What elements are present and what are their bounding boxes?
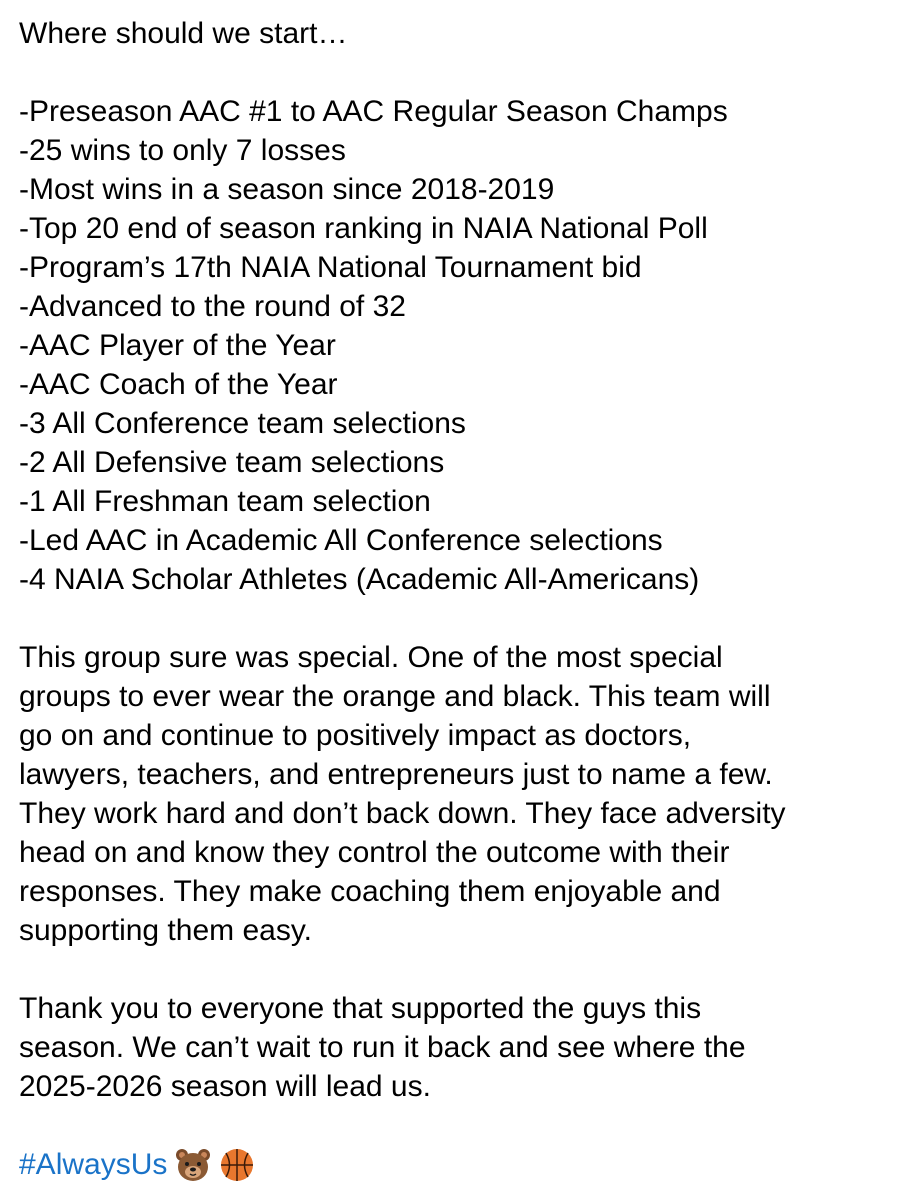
paragraph-line: go on and continue to positively impact as doctors,: [19, 719, 692, 752]
list-item: -AAC Coach of the Year: [19, 368, 338, 401]
bear-face-icon: [175, 1147, 211, 1183]
spacer: [19, 53, 899, 92]
paragraph-thank-you: [19, 989, 899, 1106]
list-item: -1 All Freshman team selection: [19, 485, 431, 518]
list-item: -Top 20 end of season ranking in NAIA National Poll: [19, 212, 708, 245]
basketball-icon: [219, 1147, 255, 1183]
list-item: -AAC Player of the Year: [19, 329, 336, 362]
paragraph-line: This group sure was special. One of the most special: [19, 641, 723, 674]
list-item: -4 NAIA Scholar Athletes (Academic All-Americans): [19, 563, 700, 596]
paragraph-line: responses. They make coaching them enjoyable and: [19, 875, 721, 908]
spacer: [19, 599, 899, 638]
list-item: -Led AAC in Academic All Conference selections: [19, 524, 663, 557]
note-body: [19, 14, 899, 1184]
spacer: [19, 950, 899, 989]
list-item: -Preseason AAC #1 to AAC Regular Season Champs: [19, 95, 728, 128]
list-item: -Advanced to the round of 32: [19, 290, 406, 323]
paragraph-line: groups to ever wear the orange and black. This team will: [19, 680, 771, 713]
list-item: -Most wins in a season since 2018-2019: [19, 173, 555, 206]
list-item: -3 All Conference team selections: [19, 407, 466, 440]
paragraph-line: head on and know they control the outcome with their: [19, 836, 730, 869]
hashtag-link[interactable]: #AlwaysUs: [19, 1148, 168, 1181]
paragraph-line: They work hard and don’t back down. They face adversity: [19, 797, 786, 830]
list-item: -Program’s 17th NAIA National Tournament bid: [19, 251, 642, 284]
achievement-list: [19, 92, 899, 599]
paragraph-line: 2025-2026 season will lead us.: [19, 1070, 431, 1103]
list-item: -25 wins to only 7 losses: [19, 134, 346, 167]
spacer: [19, 1106, 899, 1145]
list-item: -2 All Defensive team selections: [19, 446, 445, 479]
hashtag-line: [19, 1145, 899, 1184]
paragraph-line: supporting them easy.: [19, 914, 312, 947]
paragraph-line: lawyers, teachers, and entrepreneurs just to name a few.: [19, 758, 773, 791]
paragraph-special-group: [19, 638, 899, 950]
intro-line: Where should we start…: [19, 17, 348, 50]
paragraph-line: Thank you to everyone that supported the guys this: [19, 992, 702, 1025]
paragraph-line: season. We can’t wait to run it back and see where the: [19, 1031, 746, 1064]
